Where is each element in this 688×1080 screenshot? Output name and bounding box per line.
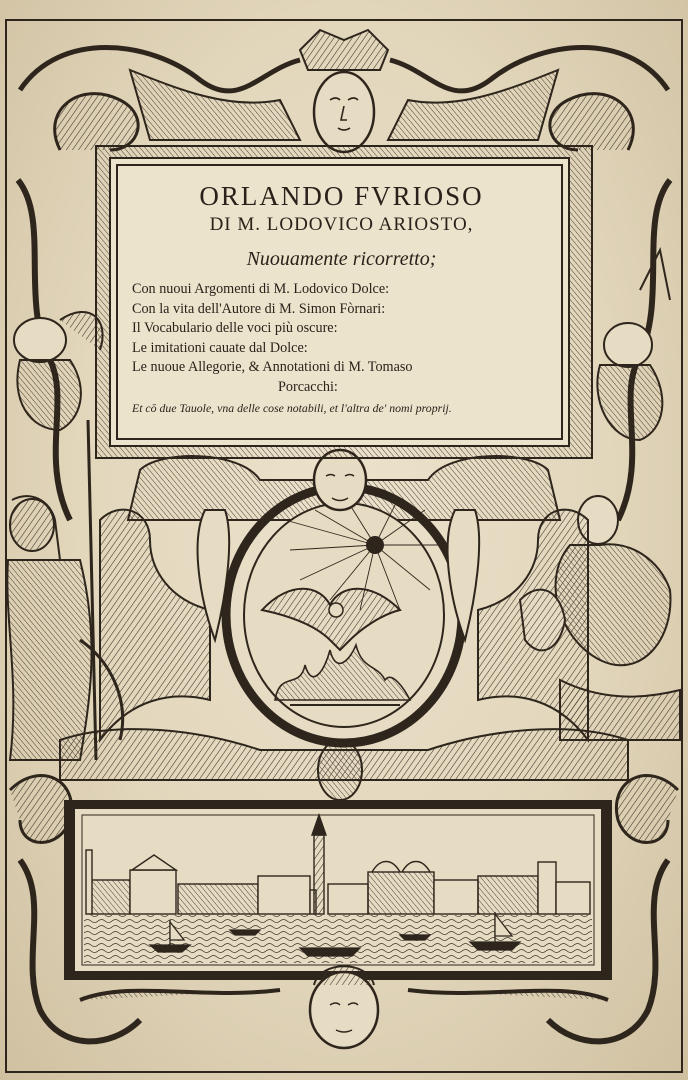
central-medallion bbox=[60, 450, 628, 800]
contents-line: Con nuoui Argomenti di M. Lodovico Dolce: bbox=[132, 281, 390, 297]
bottom-mask-face bbox=[310, 966, 378, 1048]
top-mask-face bbox=[300, 30, 388, 152]
contents-list bbox=[132, 280, 551, 397]
author-line: DI M. LODOVICO ARIOSTO, bbox=[209, 214, 474, 235]
left-cherub bbox=[14, 312, 103, 430]
contents-line: Con la vita dell'Autore di M. Simon Fòrnari: bbox=[132, 300, 386, 317]
subtitle: Nuouamente ricorretto; bbox=[246, 248, 437, 270]
contents-line: Le nuoue Allegorie, & Annotationi di M. Tomaso bbox=[132, 359, 413, 375]
contents-line: Porcacchi: bbox=[278, 378, 338, 395]
contents-line: Il Vocabulario delle voci più oscure: bbox=[132, 320, 338, 336]
city-panorama-panel bbox=[64, 800, 612, 980]
title-cartouche bbox=[116, 164, 563, 440]
contents-line: Le imitationi cauate dal Dolce: bbox=[132, 339, 308, 356]
tables-note: Et cō due Tauole, vna delle cose notabili, et l'altra de' nomi proprij. bbox=[132, 401, 452, 415]
book-title: ORLANDO FVRIOSO bbox=[199, 181, 484, 211]
right-cherub bbox=[597, 250, 670, 440]
